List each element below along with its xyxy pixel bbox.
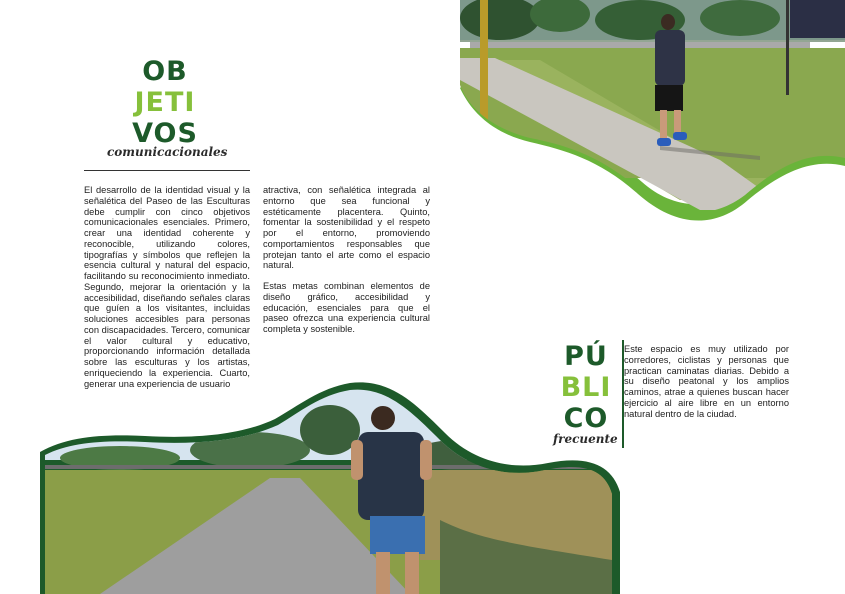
publico-title — [556, 343, 616, 432]
publico-title-line-2: BLI — [560, 372, 612, 403]
objetivos-title-line-2: JETI — [134, 87, 196, 118]
objetivos-title — [120, 58, 210, 147]
objetivos-subtitle: comunicacionales — [107, 145, 228, 159]
objetivos-column-2 — [263, 185, 430, 345]
publico-subtitle: frecuente — [553, 432, 618, 446]
objetivos-divider — [84, 170, 250, 171]
publico-title-line-1: PÚ — [564, 341, 608, 372]
publico-text — [624, 344, 789, 429]
publico-title-line-3: CO — [563, 403, 609, 434]
objetivos-paragraph-1: El desarrollo de la identidad visual y la señalética del Paseo de las Esculturas debe cumplir con cinco objetivos comunicacionales esenciales. Primero, crear una identidad coherente y reconocible, utilizando colores, tipografías y símbolos que reflejen la esencia cultural y natural del espacio, facilitando su reconocimiento inmediato. Segundo, mejorar la orientación y la accesibilidad, diseñando señales claras que guíen a los visitantes, incluidas soluciones accesibles para personas con discapacidades. Tercero, comunicar el valor cultural y educativo, proporcionando información detallada sobre las esculturas y los artistas, enriqueciendo la experiencia. Cuarto, generar una experiencia de usuario — [84, 185, 250, 389]
objetivos-paragraph-3: Estas metas combinan elementos de diseño gráfico, accesibilidad y educación, esenciales para que el paseo ofrezca una experiencia cultural completa y sostenible. — [263, 281, 430, 334]
objetivos-title-line-3: VOS — [132, 118, 198, 149]
objetivos-column-1 — [84, 185, 250, 399]
objetivos-title-line-1: OB — [142, 56, 188, 87]
objetivos-paragraph-2: atractiva, con señalética integrada al entorno que sea funcional y estéticamente placentera. Quinto, fomentar la sostenibilidad y el respeto por el entorno, promoviendo comportamientos responsables que protejan tanto el arte como el espacio natural. — [263, 185, 430, 271]
publico-paragraph: Este espacio es muy utilizado por corredores, ciclistas y personas que practican caminatas diarias. Debido a su diseño peatonal y los amplios caminos, atrae a quienes buscan hacer ejercicio al aire libre en un entorno natural dentro de la ciudad. — [624, 344, 789, 419]
